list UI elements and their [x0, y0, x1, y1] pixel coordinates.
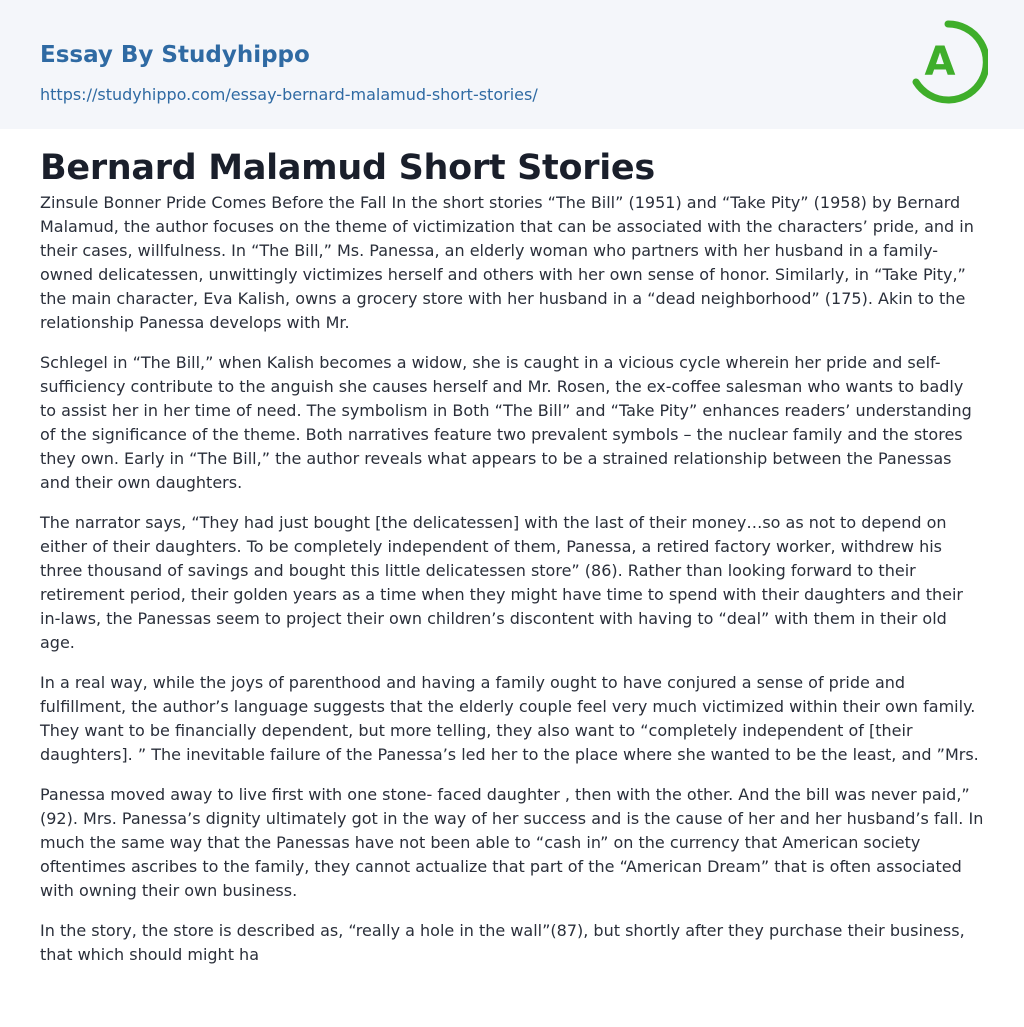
paragraph: Panessa moved away to live first with one stone- faced daughter , then with the other. And the bill was never paid,” (92). Mrs. Panessa’s dignity ultimately got in the way of her success and is the cause of her and her husband’s fall. In much the same way that the Panessas have not been able to “cash in” on the currency that American society oftentimes ascribes to the family, they cannot actualize that part of the “American Dream” that is often associated with owning their own business.	[40, 785, 984, 900]
brand-title: Essay By Studyhippo	[40, 42, 310, 68]
paragraph: In a real way, while the joys of parenthood and having a family ought to have conjured a sense of pride and fulfillment, the author’s language suggests that the elderly couple feel very much victimized within their own family. They want to be financially dependent, but more telling, they also want to “completely independent of [their daughters]. ” The inevitable failure of the Panessa’s led her to the place where she wanted to be the least, and ”Mrs.	[40, 673, 979, 764]
page-title: Bernard Malamud Short Stories	[40, 148, 655, 188]
site-header	[0, 0, 1024, 129]
studyhippo-logo-icon[interactable]	[908, 19, 988, 105]
paragraph: In the story, the store is described as, “really a hole in the wall”(87), but shortly after they purchase their business, that which should might ha	[40, 921, 965, 964]
source-url-link[interactable]: https://studyhippo.com/essay-bernard-malamud-short-stories/	[40, 85, 538, 104]
paragraph: The narrator says, “They had just bought [the delicatessen] with the last of their money…so as not to depend on either of their daughters. To be completely independent of them, Panessa, a retired factory worker, withdrew his three thousand of savings and bought this little delicatessen store” (86). Rather than looking forward to their retirement period, their golden years as a time when they might have time to spend with their daughters and their in-laws, the Panessas seem to project their own children’s discontent with having to “deal” with them in their old age.	[40, 513, 964, 652]
logo-letter: A	[924, 39, 956, 85]
paragraph: Zinsule Bonner Pride Comes Before the Fall In the short stories “The Bill” (1951) and “Take Pity” (1958) by Bernard Malamud, the author focuses on the theme of victimization that can be associated with the characters’ pride, and in their cases, willfulness. In “The Bill,” Ms. Panessa, an elderly woman who partners with her husband in a family-owned delicatessen, unwittingly victimizes herself and others with her own sense of honor. Similarly, in “Take Pity,” the main character, Eva Kalish, owns a grocery store with her husband in a “dead neighborhood” (175). Akin to the relationship Panessa develops with Mr.	[40, 193, 974, 332]
article	[0, 129, 1024, 967]
paragraph: Schlegel in “The Bill,” when Kalish becomes a widow, she is caught in a vicious cycle wherein her pride and self-sufficiency contribute to the anguish she causes herself and Mr. Rosen, the ex-coffee salesman who wants to badly to assist her in her time of need. The symbolism in Both “The Bill” and “Take Pity” enhances readers’ understanding of the significance of the theme. Both narratives feature two prevalent symbols – the nuclear family and the stores they own. Early in “The Bill,” the author reveals what appears to be a strained relationship between the Panessas and their own daughters.	[40, 353, 972, 492]
